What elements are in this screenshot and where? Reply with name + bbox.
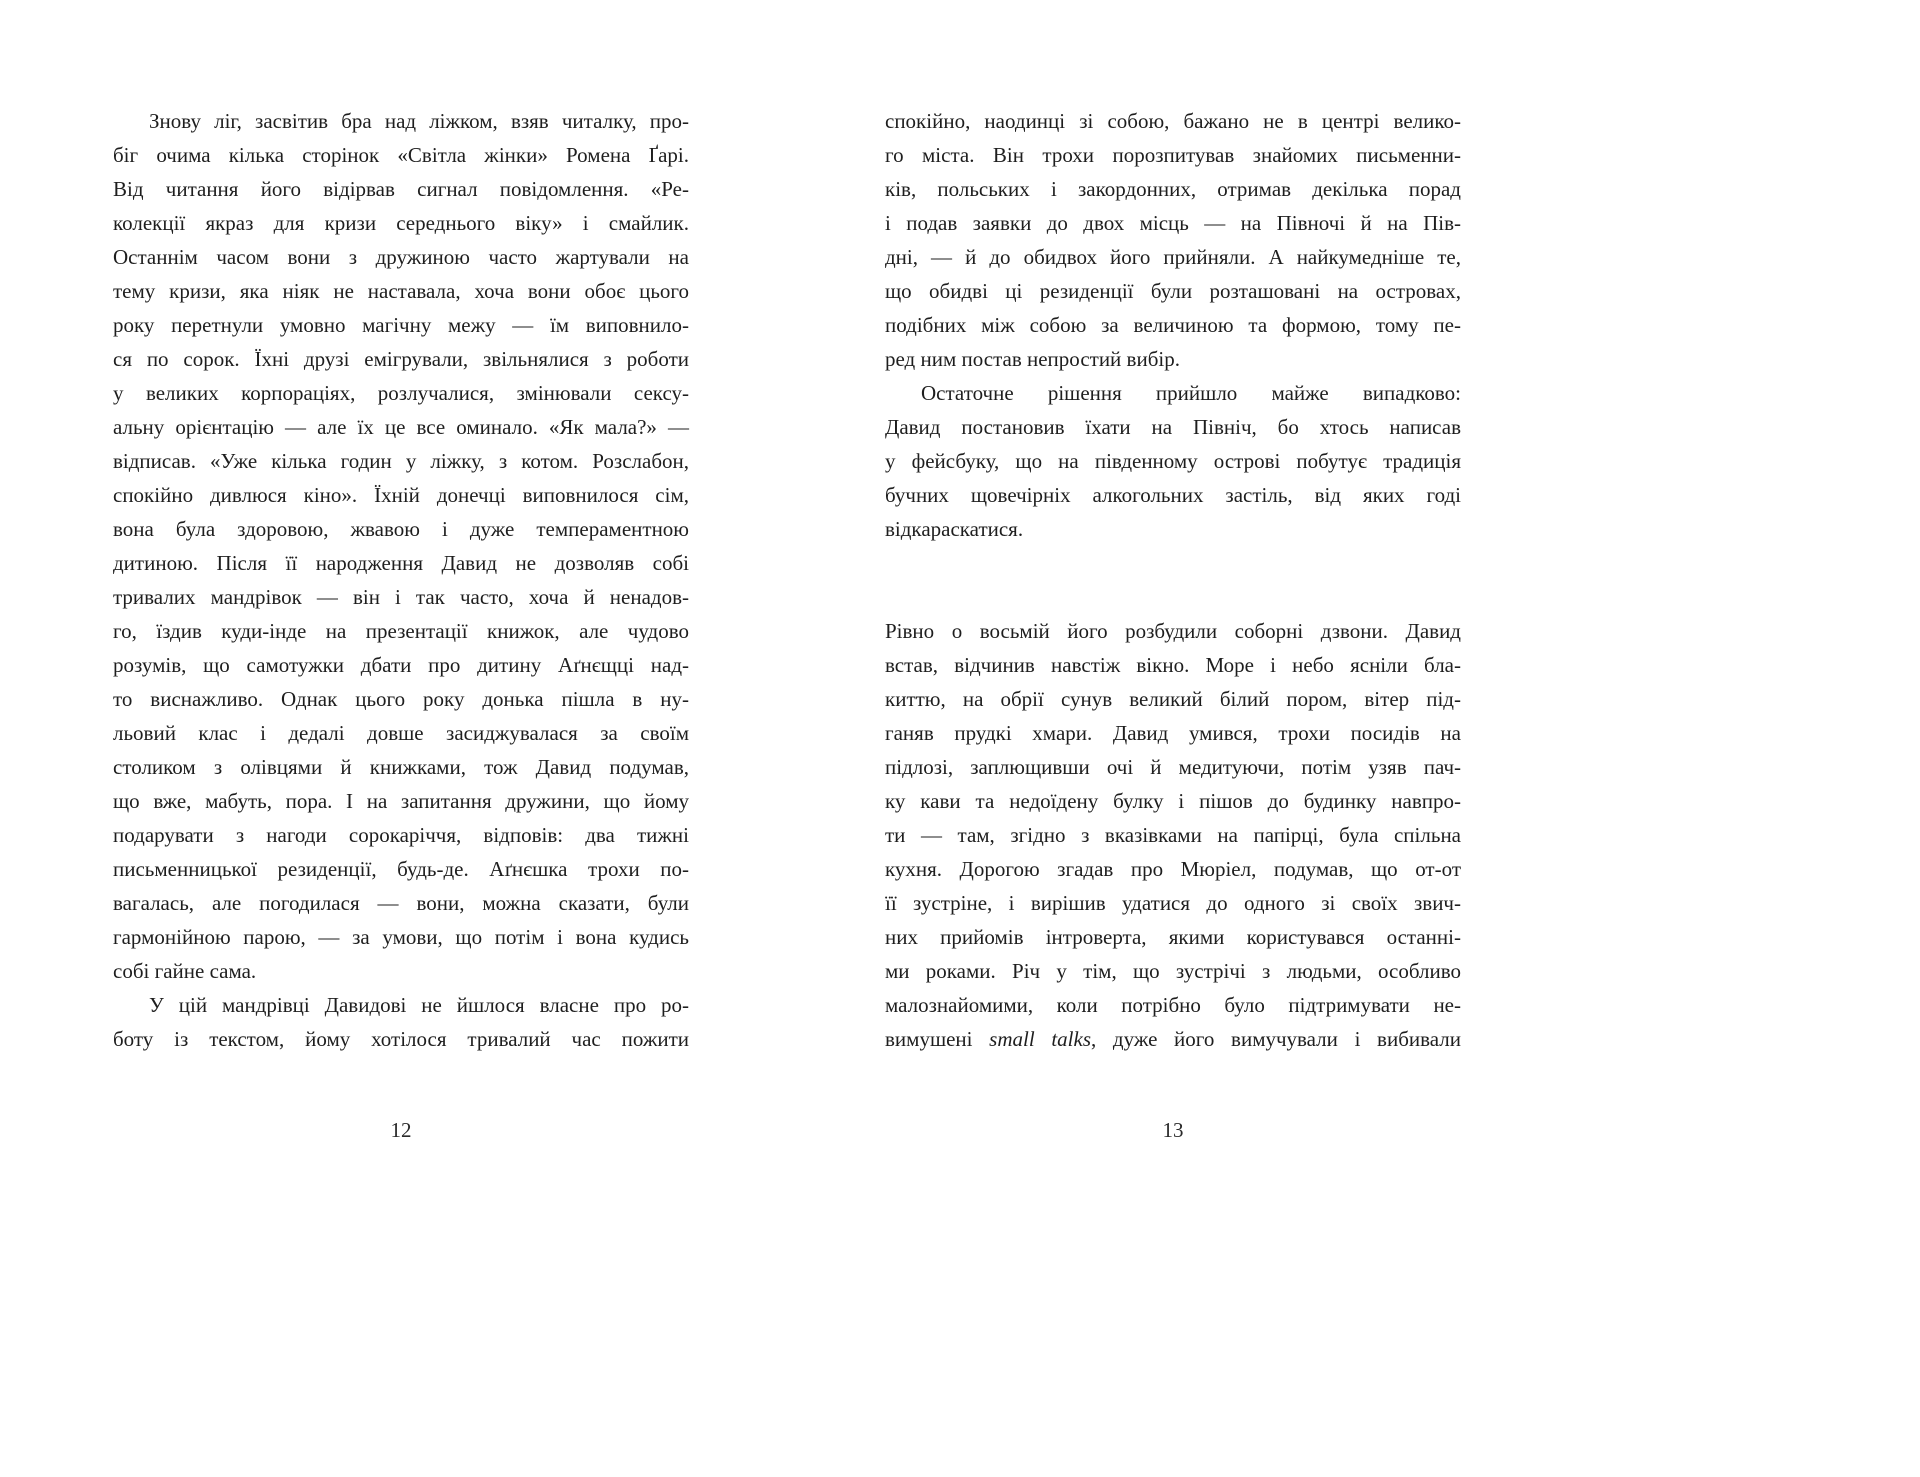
text-segment: року перетнули умовно магічну межу — їм виповнило- [113,313,689,337]
text-line [113,852,689,886]
text-segment: письменницької резиденції, будь-де. Аґнєшка трохи по- [113,857,689,881]
page-left [113,0,689,1477]
text-line [885,444,1461,478]
text-line [885,648,1461,682]
page-number: 12 [390,1118,412,1142]
text-line [885,818,1461,852]
text-line [885,512,1461,546]
text-line [113,1022,689,1056]
text-segment: у великих корпораціях, розлучалися, змінювали сексу- [113,381,689,405]
text-segment: подарувати з нагоди сорокаріччя, відповів: два тижні [113,823,689,847]
text-segment: її зустріне, і вирішив удатися до одного зі своїх звич- [885,891,1461,915]
text-line [885,920,1461,954]
italic-text-segment: small talks [989,1027,1092,1051]
text-segment: біг очима кілька сторінок «Світла жінки» Ромена Ґарі. [113,143,689,167]
text-line [113,410,689,444]
text-segment: го міста. Він трохи порозпитував знайомих письменни- [885,143,1461,167]
text-line [885,784,1461,818]
text-segment: ред ним постав непростий вибір. [885,347,1180,371]
text-segment: у фейсбуку, що на південному острові побутує традиція [885,449,1461,473]
text-line [113,988,689,1022]
text-segment: Знову ліг, засвітив бра над ліжком, взяв читалку, про- [149,109,689,133]
text-segment: бучних щовечірніх алкогольних застіль, від яких годі [885,483,1461,507]
text-segment: і подав заявки до двох місць — на Півночі й на Пів- [885,211,1461,235]
text-line [885,274,1461,308]
text-line [113,478,689,512]
text-line [113,886,689,920]
text-line [113,750,689,784]
text-segment: то виснажливо. Однак цього року донька пішла в ну- [113,687,689,711]
text-segment: собі гайне сама. [113,959,257,983]
text-segment: , дуже його вимучували і вибивали [1091,1027,1461,1051]
text-segment: ми роками. Річ у тім, що зустрічі з людьми, особливо [885,959,1461,983]
text-segment: Від читання його відірвав сигнал повідомлення. «Ре- [113,177,689,201]
text-segment: кухня. Дорогою згадав про Мюріел, подумав, що от-от [885,857,1461,881]
text-segment: Давид постановив їхати на Північ, бо хтось написав [885,415,1461,439]
text-segment: вона була здоровою, жвавою і дуже темпераментною [113,517,689,541]
text-line [113,716,689,750]
text-line [113,580,689,614]
text-segment: подібних між собою за величиною та формою, тому пе- [885,313,1461,337]
text-segment: Останнім часом вони з дружиною часто жартували на [113,245,689,269]
text-line [885,750,1461,784]
text-line [885,308,1461,342]
text-line [885,716,1461,750]
text-line [113,818,689,852]
text-line [113,784,689,818]
text-segment: відписав. «Уже кілька годин у ліжку, з котом. Розслабон, [113,449,689,473]
text-segment: вимушені [885,1027,990,1051]
text-segment: що обидві ці резиденції були розташовані на островах, [885,279,1461,303]
text-line [885,614,1461,648]
text-line [885,988,1461,1022]
text-line [113,172,689,206]
text-line [885,1022,1461,1056]
text-line [113,954,689,988]
text-line [113,104,689,138]
text-segment: боту із текстом, йому хотілося тривалий час пожити [113,1027,689,1051]
text-segment: дні, — й до обидвох його прийняли. А найкумедніше те, [885,245,1461,269]
page-right [885,0,1461,1477]
text-segment: Остаточне рішення прийшло майже випадково: [921,381,1461,405]
text-segment: дитиною. Після її народження Давид не дозволяв собі [113,551,689,575]
text-segment: Рівно о восьмій його розбудили соборні дзвони. Давид [885,619,1461,643]
text-line [113,240,689,274]
text-segment: ку кави та недоїдену булку і пішов до будинку навпро- [885,789,1461,813]
text-segment: встав, відчинив навстіж вікно. Море і небо ясніли бла- [885,653,1461,677]
text-line [885,240,1461,274]
text-segment: ків, польських і закордонних, отримав декілька порад [885,177,1461,201]
text-line [113,444,689,478]
text-line [113,138,689,172]
text-line [885,104,1461,138]
text-segment: столиком з олівцями й книжками, тож Давид подумав, [113,755,689,779]
text-line [885,852,1461,886]
text-segment: го, їздив куди-інде на презентації книжок, але чудово [113,619,689,643]
text-segment: гармонійною парою, — за умови, що потім і вона кудись [113,925,689,949]
text-segment: спокійно дивлюся кіно». Їхній донечці виповнилося сім, [113,483,689,507]
text-line [113,512,689,546]
text-line [113,920,689,954]
text-segment: тему кризи, яка ніяк не наставала, хоча вони обоє цього [113,279,689,303]
text-segment: льовий клас і дедалі довше засиджувалася за своїм [113,721,689,745]
text-segment: альну орієнтацію — але їх це все оминало. «Як мала?» — [113,415,689,439]
text-line [885,172,1461,206]
text-segment: ся по сорок. Їхні друзі емігрували, звільнялися з роботи [113,347,689,371]
text-line [113,614,689,648]
text-segment: ти — там, згідно з вказівками на папірці, була спільна [885,823,1461,847]
text-segment: вагалась, але погодилася — вони, можна сказати, були [113,891,689,915]
text-segment: тривалих мандрівок — він і так часто, хоча й ненадов- [113,585,689,609]
text-line [113,376,689,410]
text-line [113,546,689,580]
text-line [885,206,1461,240]
text-line [885,954,1461,988]
text-segment: них прийомів інтроверта, якими користувався останні- [885,925,1461,949]
page-text [885,104,1461,1056]
text-line [885,478,1461,512]
text-line [113,682,689,716]
text-line [113,206,689,240]
text-segment: що вже, мабуть, пора. І на запитання дружини, що йому [113,789,689,813]
page-text [113,104,689,1056]
text-line [885,376,1461,410]
text-segment: відкараскатися. [885,517,1024,541]
text-segment: киттю, на обрії сунув великий білий пором, вітер під- [885,687,1461,711]
text-segment: ганяв прудкі хмари. Давид умився, трохи посидів на [885,721,1461,745]
text-segment: У цій мандрівці Давидові не йшлося власне про ро- [149,993,689,1017]
text-line [113,274,689,308]
text-line [113,308,689,342]
text-line [885,886,1461,920]
page-number: 13 [1162,1118,1184,1142]
text-line [885,410,1461,444]
text-segment: підлозі, заплющивши очі й медитуючи, потім узяв пач- [885,755,1461,779]
text-line [885,138,1461,172]
text-line [113,342,689,376]
text-line [113,648,689,682]
text-segment: колекції якраз для кризи середнього віку» і смайлик. [113,211,689,235]
text-segment: розумів, що самотужки дбати про дитину Аґнєщці над- [113,653,689,677]
text-segment: малознайомими, коли потрібно було підтримувати не- [885,993,1461,1017]
text-line [885,682,1461,716]
text-line [885,342,1461,376]
text-segment: спокійно, наодинці зі собою, бажано не в центрі велико- [885,109,1461,133]
